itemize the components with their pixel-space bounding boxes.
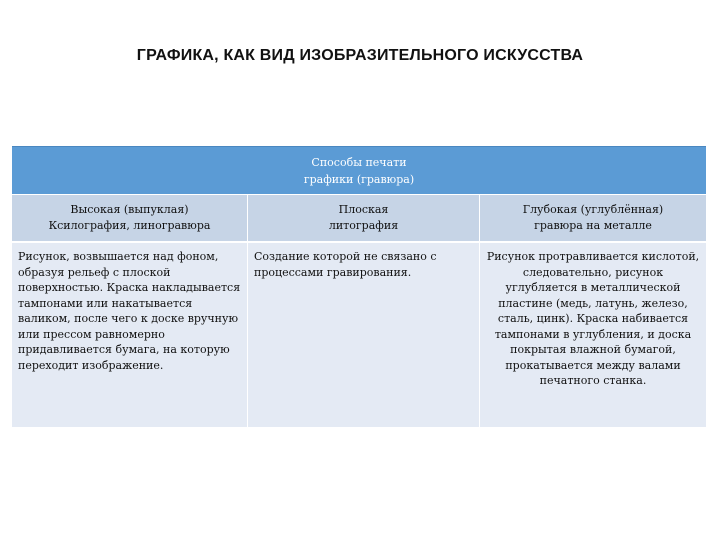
table-header-line1: Способы печати	[311, 155, 407, 169]
description-flat: Создание которой не связано с процессами гравирования.	[248, 243, 480, 427]
description-relief: Рисунок, возвышается над фоном, образуя рельеф с плоской поверхностью. Краска накладывается тампонами или накатывается валиком, после чего к доске вручную или прессом равномерно придавливается бумага, на которую переходит изображение.	[12, 243, 248, 427]
description-row	[12, 243, 706, 427]
column-heading-intaglio-line2: гравюра на металле	[534, 219, 652, 232]
printing-methods-table	[12, 146, 706, 427]
column-heading-relief	[12, 195, 248, 241]
description-intaglio: Рисунок протравливается кислотой, следовательно, рисунок углубляется в металлической пластине (медь, латунь, железо, сталь, цинк). Краска набивается тампонами в углубления, и доска покрытая влажной бумагой, прокатывается между валами печатного станка.	[486, 250, 700, 387]
column-heading-flat-line1: Плоская	[338, 203, 389, 216]
table-header	[12, 146, 706, 195]
column-heading-flat	[248, 195, 480, 241]
column-heading-intaglio	[480, 195, 706, 241]
column-heading-flat-line2: литография	[328, 219, 399, 232]
table-header-line2: графики (гравюра)	[303, 172, 415, 186]
column-headings-row	[12, 195, 706, 243]
table-header-text	[304, 154, 414, 188]
column-heading-relief-line1: Высокая (выпуклая)	[70, 203, 189, 216]
column-heading-intaglio-line1: Глубокая (углублённая)	[522, 203, 664, 216]
page-title: ГРАФИКА, КАК ВИД ИЗОБРАЗИТЕЛЬНОГО ИСКУССТВА	[136, 47, 584, 64]
column-heading-relief-line2: Ксилография, линогравюра	[48, 219, 211, 232]
